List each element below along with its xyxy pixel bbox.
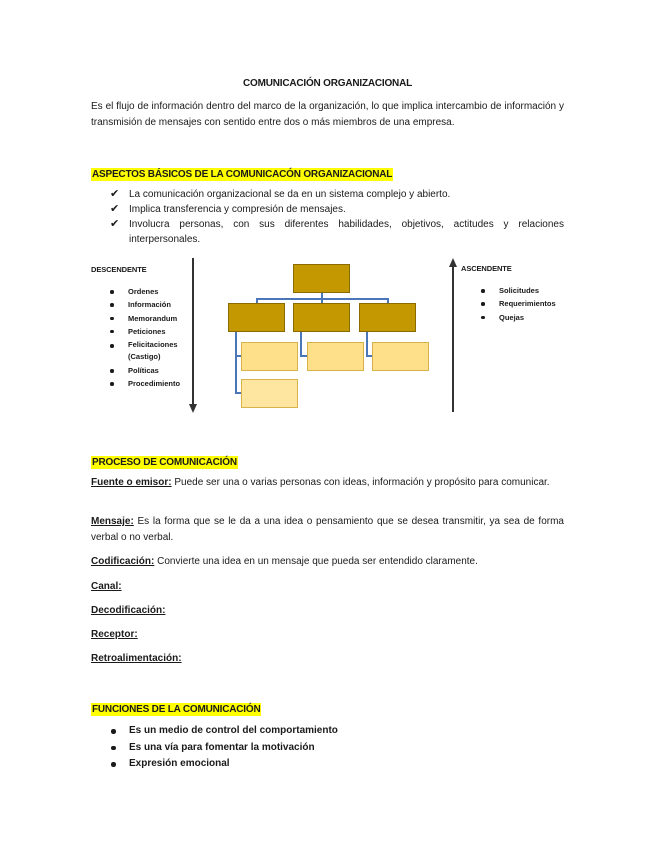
list-item: Felicitaciones (Castigo) bbox=[110, 339, 183, 363]
process-heading: PROCESO DE COMUNICACIÓN bbox=[92, 457, 237, 468]
page-title: COMUNICACIÓN ORGANIZACIONAL bbox=[242, 78, 413, 89]
list-item: ✔ Involucra personas, con sus diferentes habilidades, objetivos, actitudes y relaciones interpersonales. bbox=[110, 218, 564, 245]
def-fuente: Fuente o emisor: Puede ser una o varias personas con ideas, información y propósito para comunicar. bbox=[91, 477, 550, 488]
list-item: Es un medio de control del comportamiento bbox=[110, 723, 338, 740]
def-retroalimentacion: Retroalimentación: bbox=[91, 653, 182, 664]
list-item: Requerimientos bbox=[481, 297, 571, 310]
list-item: Políticas bbox=[110, 364, 195, 377]
def-receptor: Receptor: bbox=[91, 629, 138, 640]
def-canal: Canal: bbox=[91, 581, 122, 592]
functions-list bbox=[110, 723, 338, 773]
list-item: Solicitudes bbox=[481, 284, 571, 297]
ascendente-label: ASCENDENTE bbox=[461, 264, 512, 273]
up-arrow-icon bbox=[448, 258, 458, 414]
list-item: ✔ La comunicación organizacional se da en un sistema complejo y abierto. bbox=[110, 188, 451, 200]
aspects-heading: ASPECTOS BÁSICOS DE LA COMUNICACÓN ORGANIZACIONAL bbox=[92, 169, 393, 180]
def-decodificacion: Decodificación: bbox=[91, 605, 166, 616]
list-item: Quejas bbox=[481, 311, 571, 324]
org-box-top bbox=[293, 264, 350, 293]
list-item: ✔ Implica transferencia y compresión de mensajes. bbox=[110, 203, 346, 215]
down-arrow-icon bbox=[188, 258, 198, 414]
functions-heading-wrap bbox=[91, 699, 261, 717]
org-box-mid-center bbox=[293, 303, 350, 332]
list-item: Procedimiento bbox=[110, 377, 195, 390]
org-box-mid-left bbox=[228, 303, 285, 332]
list-item: Memorandum bbox=[110, 312, 195, 325]
list-item: Ordenes bbox=[110, 285, 195, 298]
aspects-list bbox=[110, 187, 564, 247]
org-box-low-right bbox=[372, 342, 429, 371]
descendente-label: DESCENDENTE bbox=[91, 265, 147, 274]
ascendente-list bbox=[481, 284, 571, 324]
aspects-heading-wrap bbox=[91, 164, 393, 182]
check-icon: ✔ bbox=[110, 203, 120, 215]
functions-heading: FUNCIONES DE LA COMUNICACIÓN bbox=[92, 704, 261, 715]
descendente-list bbox=[110, 285, 195, 391]
list-item: Es una vía para fomentar la motivación bbox=[110, 740, 338, 757]
check-icon: ✔ bbox=[110, 218, 120, 230]
org-box-low-center bbox=[307, 342, 364, 371]
def-codificacion: Codificación: Convierte una idea en un mensaje que pueda ser entendido claramente. bbox=[91, 556, 478, 567]
check-icon: ✔ bbox=[110, 188, 120, 200]
list-item: Peticiones bbox=[110, 325, 195, 338]
list-item: Expresión emocional bbox=[110, 756, 338, 773]
org-box-low-left bbox=[241, 342, 298, 371]
def-mensaje: Mensaje: Es la forma que se le da a una idea o pensamiento que se desea transmitir, ya sea de forma verbal o no verbal. bbox=[91, 516, 564, 543]
org-box-bottom bbox=[241, 379, 298, 408]
process-heading-wrap bbox=[91, 452, 238, 470]
list-item: Información bbox=[110, 298, 195, 311]
intro-paragraph: Es el flujo de información dentro del marco de la organización, lo que implica intercambio de información y transmisión de mensajes con sentido entre dos o más miembros de una empresa. bbox=[91, 101, 564, 128]
org-box-mid-right bbox=[359, 303, 416, 332]
